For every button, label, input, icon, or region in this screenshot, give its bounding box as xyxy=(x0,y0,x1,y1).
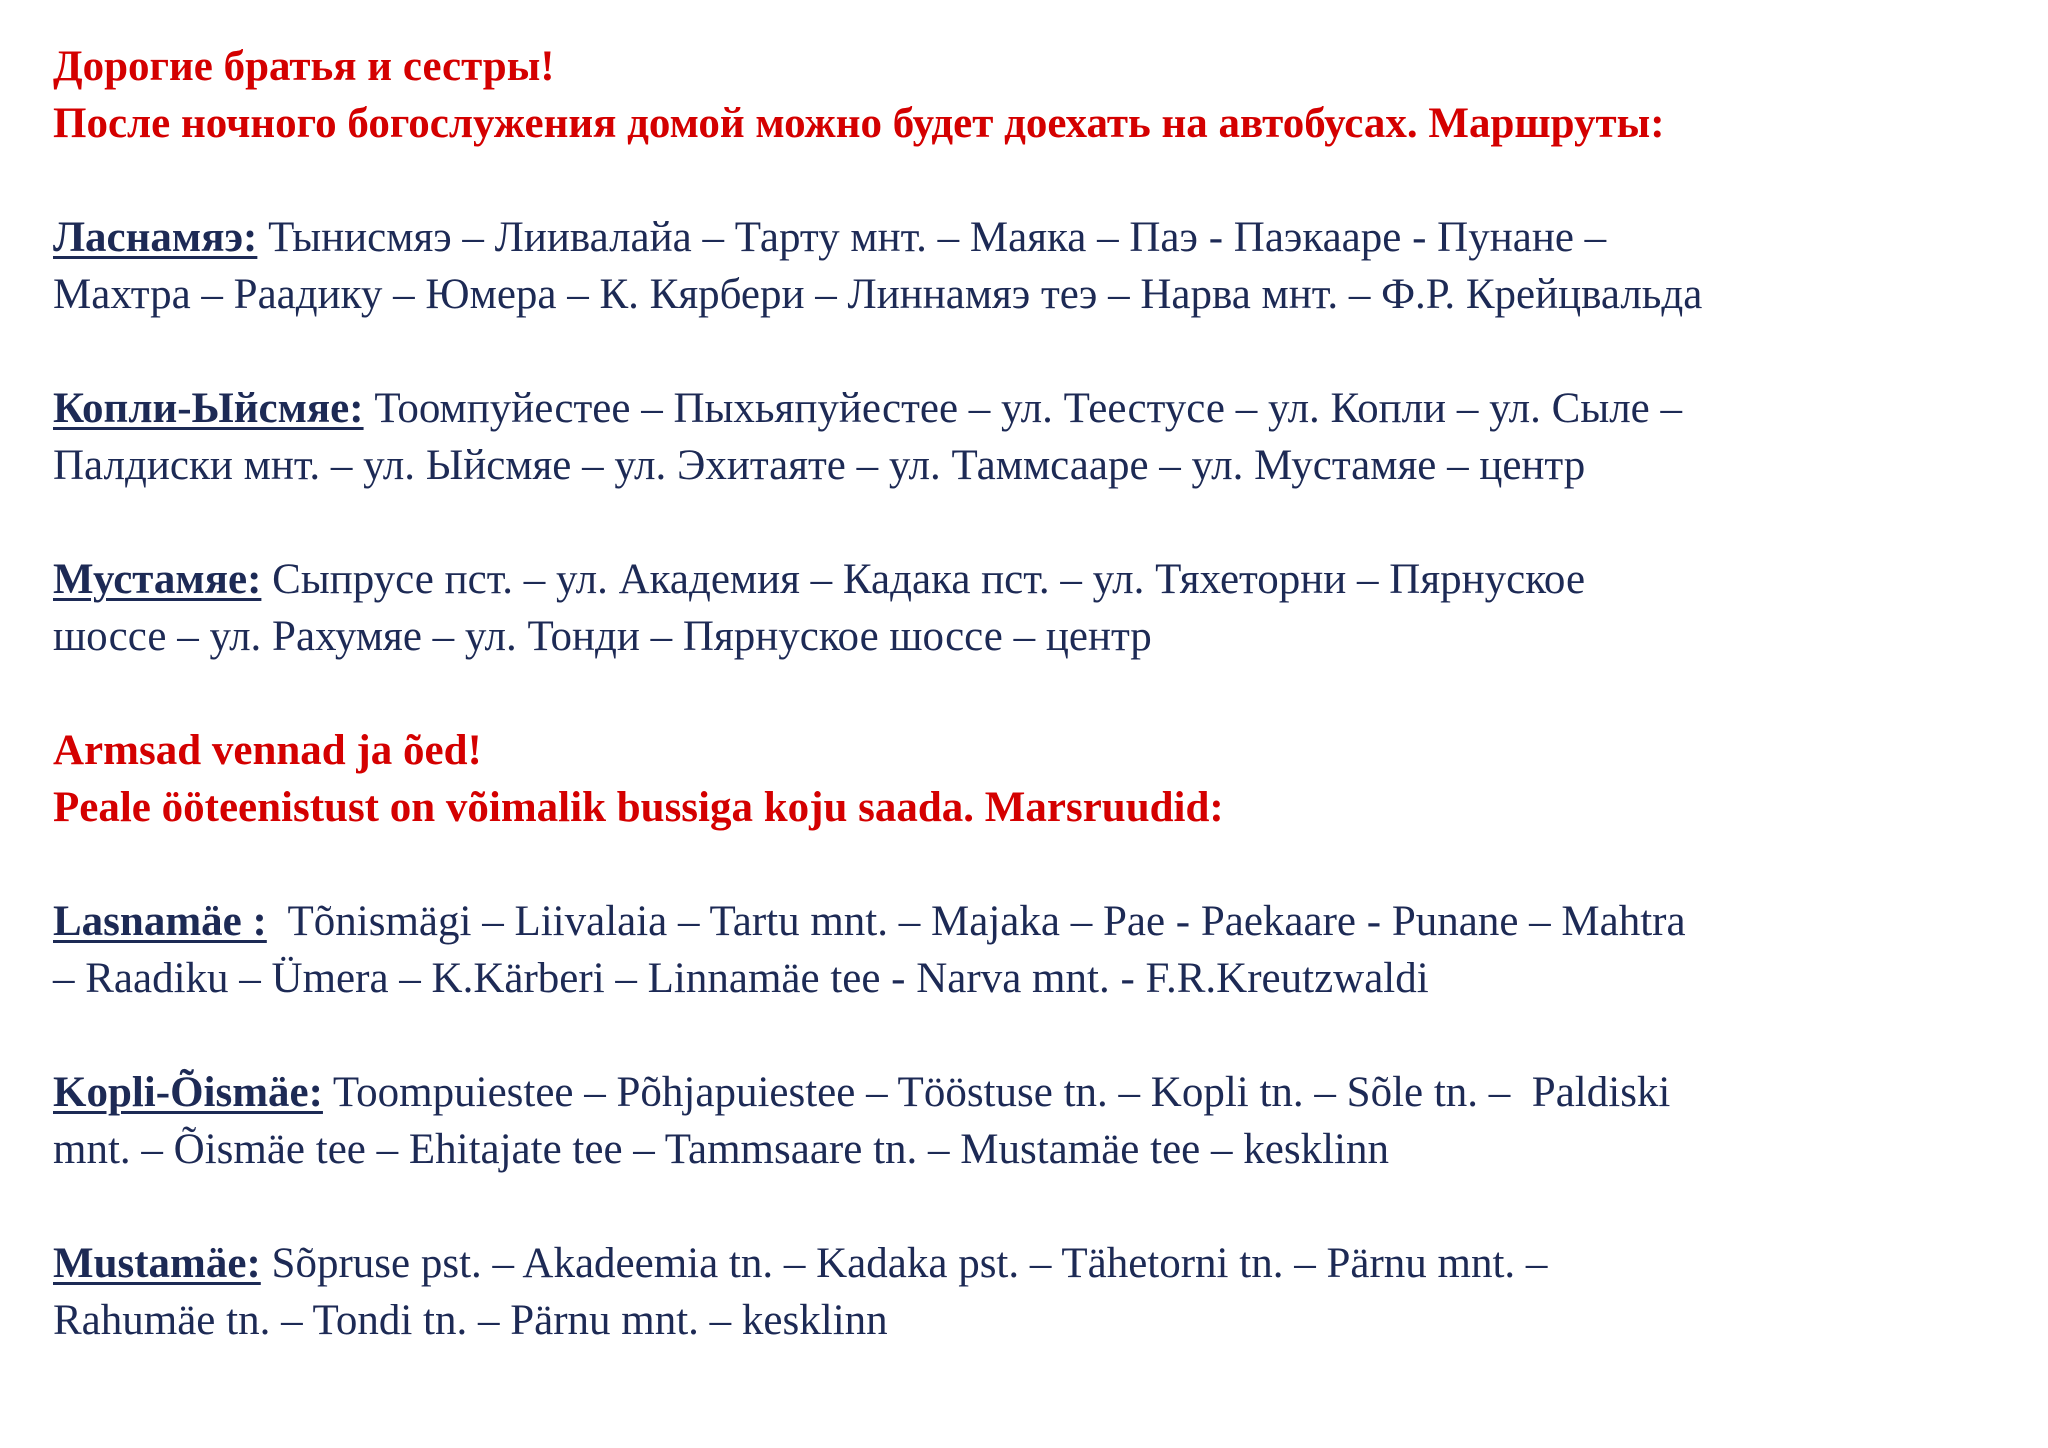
route-name: Ласнамяэ: xyxy=(53,214,258,261)
route-stops: Сыпрусе пст. – ул. Академия – Кадака пст. – ул. Тяхеторни – Пярнуское xyxy=(261,556,1586,603)
russian-greeting: Дорогие братья и сестры! xyxy=(53,43,555,90)
route-kopli-oismae-et xyxy=(53,1064,2013,1178)
route-stops: Тоомпуйестее – Пыхьяпуйестее – ул. Теестусе – ул. Копли – ул. Сыле – xyxy=(363,385,1683,432)
route-mustamae-ru xyxy=(53,551,2013,665)
route-stops: mnt. – Õismäe tee – Ehitajate tee – Tammsaare tn. – Mustamäe tee – kesklinn xyxy=(53,1126,1389,1173)
route-name: Lasnamäe : xyxy=(53,898,267,945)
notice-page xyxy=(53,38,2013,1349)
route-name: Mustamäe: xyxy=(53,1240,261,1287)
route-stops: Rahumäe tn. – Tondi tn. – Pärnu mnt. – kesklinn xyxy=(53,1297,888,1344)
route-stops: Махтра – Раадику – Юмера – К. Кярбери – Линнамяэ теэ – Нарва мнт. – Ф.Р. Крейцвальда xyxy=(53,271,1703,318)
route-stops: Палдиски мнт. – ул. Ыйсмяе – ул. Эхитаяте – ул. Таммсааре – ул. Мустамяе – центр xyxy=(53,442,1586,489)
russian-section xyxy=(53,38,2013,665)
route-mustamae-et xyxy=(53,1235,2013,1349)
estonian-intro: Peale ööteenistust on võimalik bussiga koju saada. Marsruudid: xyxy=(53,784,1224,831)
route-stops: – Raadiku – Ümera – K.Kärberi – Linnamäe tee - Narva mnt. - F.R.Kreutzwaldi xyxy=(53,955,1429,1002)
route-stops: Toompuiestee – Põhjapuiestee – Tööstuse tn. – Kopli tn. – Sõle tn. – Paldiski xyxy=(322,1069,1671,1116)
route-name: Мустамяе: xyxy=(53,556,262,603)
route-lasnamae-et xyxy=(53,893,2013,1007)
estonian-section xyxy=(53,722,2013,1349)
route-stops: Tõnismägi – Liivalaia – Tartu mnt. – Majaka – Pae - Paekaare - Punane – Mahtra xyxy=(266,898,1686,945)
route-name: Копли-Ыйсмяе: xyxy=(53,385,364,432)
route-kopli-oismae-ru xyxy=(53,380,2013,494)
estonian-greeting: Armsad vennad ja õed! xyxy=(53,727,482,774)
route-stops: Тынисмяэ – Лиивалайа – Тарту мнт. – Маяка – Паэ - Паэкааре - Пунане – xyxy=(257,214,1607,261)
russian-intro: После ночного богослужения домой можно будет доехать на автобусах. Маршруты: xyxy=(53,100,1665,147)
route-name: Kopli-Õismäe: xyxy=(53,1069,323,1116)
route-stops: шоссе – ул. Рахумяе – ул. Тонди – Пярнуское шоссе – центр xyxy=(53,613,1152,660)
route-stops: Sõpruse pst. – Akadeemia tn. – Kadaka pst. – Tähetorni tn. – Pärnu mnt. – xyxy=(260,1240,1548,1287)
route-lasnamae-ru xyxy=(53,209,2013,323)
